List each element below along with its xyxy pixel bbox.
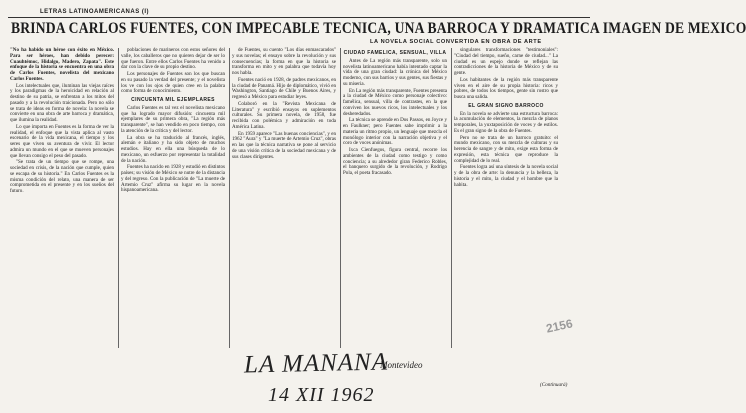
subhead: LA NOVELA SOCIAL CONVERTIDA EN OBRA DE ARTE	[370, 39, 542, 45]
article-paragraph: En la novela se advierte una estructura barroca: la acumulación de elementos, la mezcla de planos temporales, la yuxtaposición de voces y de estilos. Es el gran signo de la obra de Fuentes.	[454, 110, 558, 134]
article-paragraph: "Se trata de un tiempo que se rompe, una sociedad en crisis, de la nación que cumple, quien se escapa de su historia." En Carlos Fuentes es la misma condición del relato, una manera de ser comprometida en el presente y en los sueños del futuro.	[10, 159, 114, 194]
headline: BRINDA CARLOS FUENTES, CON IMPECABLE TECNICA, UNA BARROCA Y DRAMATICA IMAGEN DE MEXICO	[11, 19, 746, 37]
article-column-4	[343, 48, 447, 343]
article-paragraph: Lo que importa en Fuentes es la forma de ver la realidad, el enfoque que la vista aplica al vasto escenario de la vida mexicana, el tiempo y los seres que viven su aventura de vivir. El lector admira un mundo en el que se mueven personajes que llevan consigo el peso del pasado.	[10, 123, 114, 159]
top-rule	[8, 17, 590, 18]
article-paragraph: La obra se ha traducido al francés, inglés, alemán e italiano y ha sido objeto de muchos estudios. Hay en ella una búsqueda de lo mexicano, un esfuerzo por representar la totalidad de la nación.	[121, 134, 225, 164]
newspaper-city-handwritten: Montevideo	[380, 360, 423, 370]
column-subheading: EL GRAN SIGNO BARROCO	[468, 102, 544, 109]
column-divider	[229, 48, 230, 348]
article-paragraph: de Fuentes, su cuento "Los días enmascarados" y sus novelas; el ensayo sobre la revolución y sus consecuencias; la forma en que la historia se transforma en mito y en palabra que todavía hoy nos habla.	[232, 47, 336, 76]
article-paragraph: "No ha habido un héroe con éxito en México. Para ser héroes, han debido perecer: Cuauhtémoc, Hidalgo, Madero, Zapata". Este enfoque de la historia se encuentra en una obra de Carlos Fuentes, novelista del mexicano Carlos Fuentes.	[10, 47, 114, 82]
article-column-5	[454, 48, 558, 308]
article-paragraph: Los intelectuales que, iluminan las viejas raíces y los paradigmas de la heroicidad en relación al destino de su patria, se enfrentan a los mitos del pasado y a la revolución traicionada. Pero no sólo se trata de ideas en forma de novela: la novela se convierte en una obra de arte barroca y dramática, que ilumina la realidad.	[10, 82, 114, 123]
article-paragraph: Los habitantes de la región más transparente viven en el aire de su propia historia: ricos y pobres, de todos los tiempos, gente sin rostro que busca una salida.	[454, 76, 558, 100]
continued-note: (Continuará)	[540, 382, 568, 388]
handwritten-date: 14 XII 1962	[268, 384, 375, 406]
column-subheading: CIUDAD FAMELICA, SENSUAL, VILLA	[343, 50, 447, 56]
article-paragraph: La técnica se aprende en Dos Passos, en Joyce y en Faulkner; pero Fuentes sabe imprimir a la materia un ritmo propio, un lenguaje que mezcla el monólogo interior con la narración objetiva y el coro de voces anónimas.	[343, 117, 447, 147]
article-column-3	[232, 48, 336, 343]
section-tag: LETRAS LATINOAMERICANAS (I)	[40, 9, 150, 15]
article-column-2	[121, 48, 225, 343]
article-paragraph: singulares transformaciones "testimoniales": "Ciudad del tiempo, sueño, carne de ciudad..." La ciudad es un espejo donde se reflejan las contradicciones de la historia de México y de su gente.	[454, 47, 558, 76]
article-paragraph: Los personajes de Fuentes son los que buscan en su pasado la verdad del presente; y el novelista los ve con los ojos de quien cree en la palabra como forma de conocimiento.	[121, 71, 225, 95]
article-paragraph: Antes de La región más transparente, solo un novelista latinoamericano había intentado captar la vida de una gran ciudad: la crónica del México moderno, con sus barrios y sus gentes, sus fiestas y su miseria.	[343, 57, 447, 87]
column-divider	[340, 48, 341, 348]
article-column-1	[10, 48, 114, 343]
column-divider	[451, 48, 452, 348]
column-subheading: CINCUENTA MIL EJEMPLARES	[131, 97, 215, 103]
archive-stamp: 2156	[544, 316, 574, 336]
article-paragraph: Fuentes nació en 1928, de padres mexicanos, en la ciudad de Panamá. Hijo de diplomático, vivió en Washington, Santiago de Chile y Buenos Aires, y regresó a México para estudiar leyes.	[232, 76, 336, 100]
article-paragraph: Pero no se trata de un barroco gratuito: el mundo mexicano, con su mezcla de culturas y su herencia de sangre y de mito, exige esta forma de expresión, esta técnica que reproduce la complejidad de lo real.	[454, 134, 558, 164]
column-divider	[118, 48, 119, 348]
article-paragraph: Fuentes logra así una síntesis de la novela social y de la obra de arte: la denuncia y la belleza, la historia y el mito, la ciudad y el hombre que la habita.	[454, 164, 558, 188]
article-paragraph: En 1959 aparece "Las buenas conciencias", y en 1962 "Aura" y "La muerte de Artemio Cruz", obras en las que la técnica narrativa se pone al servicio de una visión crítica de la sociedad mexicana y de sus clases dirigentes.	[232, 130, 336, 160]
article-paragraph: En La región más transparente, Fuentes presenta a la ciudad de México como personaje colectivo: famélica, sensual, villa de contrastes, en la que conviven los nuevos ricos, los intelectuales y los desheredados.	[343, 87, 447, 117]
article-paragraph: Carlos Fuentes es tal vez el novelista mexicano que ha logrado mayor difusión: cincuenta mil ejemplares de su primera obra, "La región más transparente", se han vendido en poco tiempo, con la atención de la crítica y del lector.	[121, 104, 225, 134]
article-paragraph: Ixca Cienfuegos, figura central, recorre los ambientes de la ciudad como testigo y como conciencia; a su alrededor giran Federico Robles, el banquero surgido de la revolución, y Rodrigo Pola, el poeta fracasado.	[343, 147, 447, 176]
article-paragraph: Colaboró en la "Revista Mexicana de Literatura" y escribió ensayos en suplementos culturales. Su primera novela, de 1958, fue recibida con polémica y admiración en toda América Latina.	[232, 100, 336, 130]
newspaper-name-handwritten: LA MANANA	[243, 348, 389, 379]
article-paragraph: Fuentes ha nacido en 1928 y estudió en distintos países; su visión de México se nutre de la distancia y del regreso. Con la publicación de "La muerte de Artemio Cruz" afirma su lugar en la novela hispanoamericana.	[121, 164, 225, 194]
article-paragraph: poblaciones de marineros con estos señores del valle, los caballeros que no quieren dejar de ser lo que fueron. Entre ellos Carlos Fuentes ha venido a dar con la clave de su propio destino.	[121, 47, 225, 71]
